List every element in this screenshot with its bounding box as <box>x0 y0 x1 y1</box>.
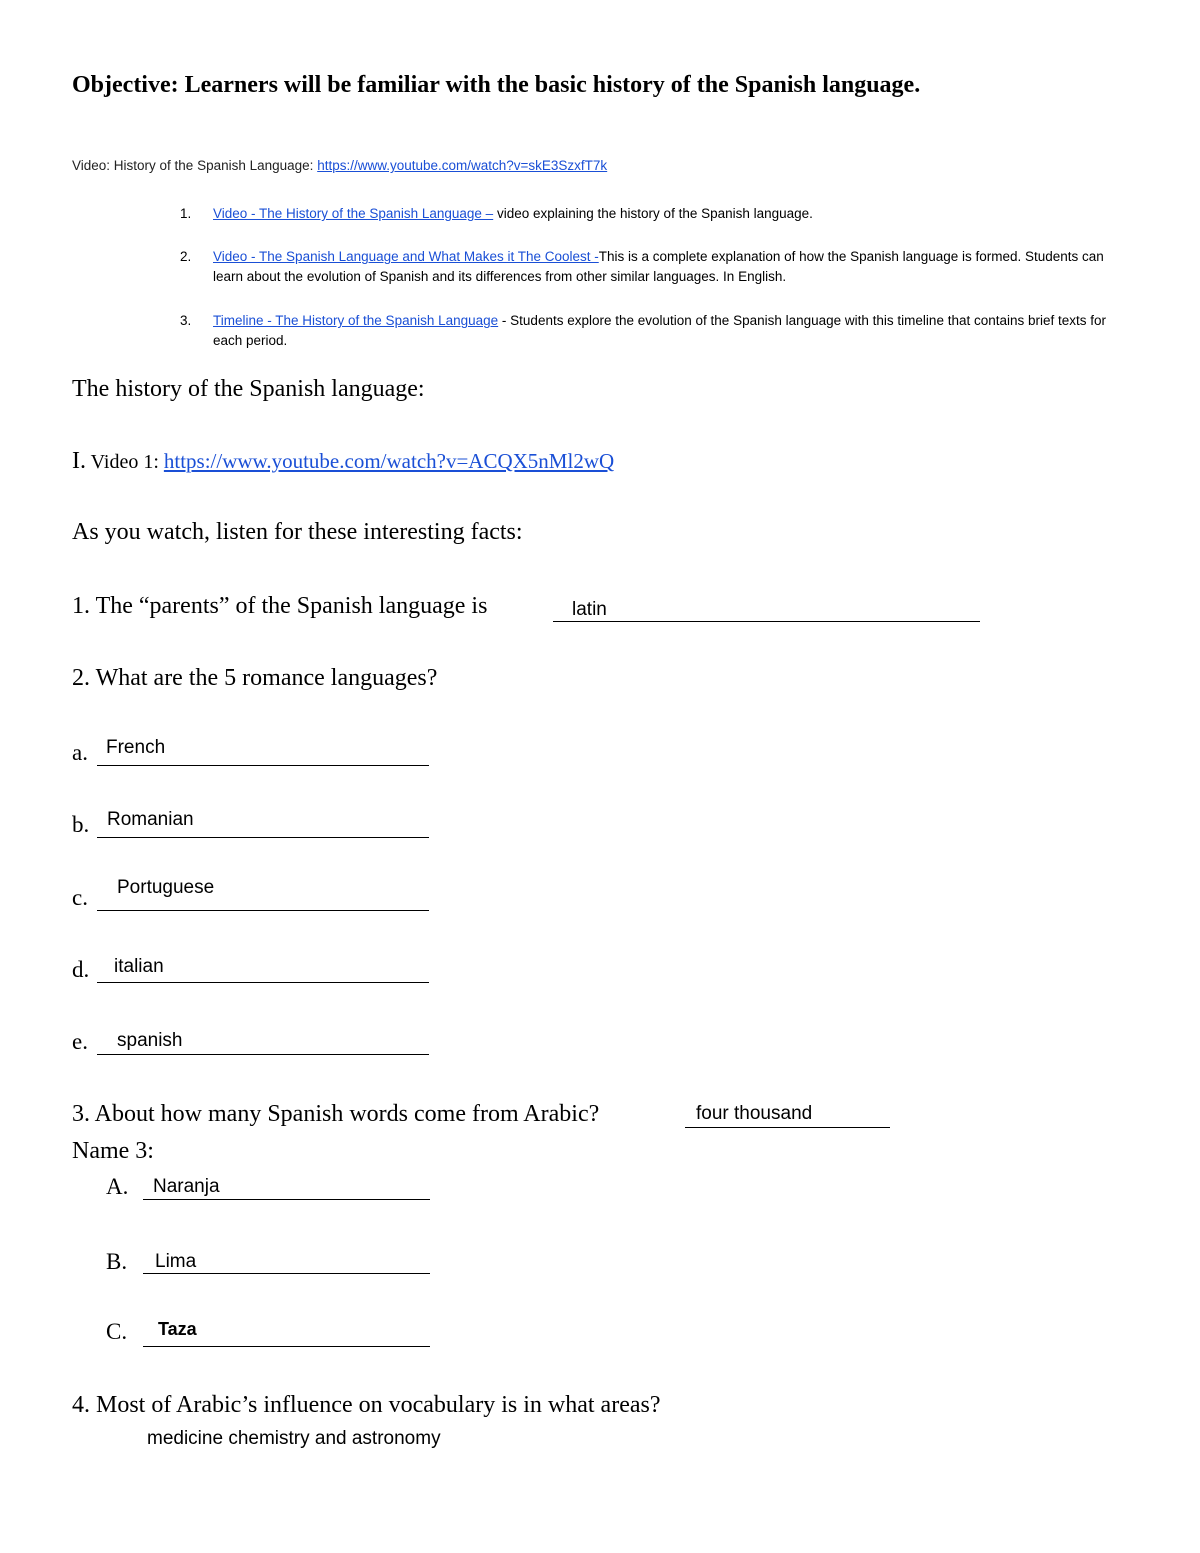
video-1-line <box>72 448 614 475</box>
arabic-word-b-text: Lima <box>155 1251 197 1272</box>
answer-letter: e. <box>72 1029 88 1054</box>
watch-prompt: As you watch, listen for these interesting facts: <box>72 519 523 545</box>
answer-e-text: spanish <box>117 1030 183 1051</box>
section-title: The history of the Spanish language: <box>72 376 425 402</box>
question-2: 2. What are the 5 romance languages? <box>72 665 438 691</box>
answer-b-blank[interactable] <box>97 837 429 838</box>
arabic-word-letter: C. <box>106 1319 128 1344</box>
resource-description: This is a complete explanation of how the Spanish language is formed. Students can learn about the evolution of Spanish and its differences from other similar languages. In English. <box>213 249 1104 284</box>
answer-c-blank[interactable] <box>97 910 429 911</box>
question-4: 4. Most of Arabic’s influence on vocabulary is in what areas? <box>72 1392 661 1418</box>
video-url-link[interactable]: https://www.youtube.com/watch?v=skE3SzxfT7k <box>317 158 608 173</box>
resource-number: 3. <box>180 313 192 328</box>
video-label: Video: History of the Spanish Language: <box>72 158 314 173</box>
video-1-link[interactable]: https://www.youtube.com/watch?v=ACQX5nMl2wQ <box>163 449 615 473</box>
answer-letter: d. <box>72 957 90 982</box>
arabic-word-a-blank[interactable] <box>143 1199 430 1200</box>
answer-d-text: italian <box>114 956 164 977</box>
answer-c-text: Portuguese <box>117 877 215 898</box>
arabic-word-a-text: Naranja <box>153 1176 220 1197</box>
resource-description: video explaining the history of the Spanish language. <box>493 206 813 221</box>
video-reference-line <box>72 158 607 173</box>
answer-letter: b. <box>72 812 90 837</box>
answer-d-blank[interactable] <box>97 982 429 983</box>
objective-heading: Objective: Learners will be familiar with the basic history of the Spanish language. <box>72 72 921 98</box>
question-3-blank[interactable] <box>685 1127 890 1128</box>
arabic-word-letter: B. <box>106 1249 128 1274</box>
answer-a-blank[interactable] <box>97 765 429 766</box>
arabic-word-letter: A. <box>106 1174 129 1199</box>
arabic-word-b-blank[interactable] <box>143 1273 430 1274</box>
video-1-label: Video 1: <box>86 451 164 473</box>
resource-link-coolest-video[interactable]: Video - The Spanish Language and What Makes it The Coolest - <box>213 249 599 264</box>
question-1-answer: latin <box>572 599 607 620</box>
answer-e-blank[interactable] <box>97 1054 429 1055</box>
resource-link-history-video[interactable]: Video - The History of the Spanish Language – <box>213 206 494 221</box>
resource-description: - Students explore the evolution of the Spanish language with this timeline that contains brief texts for each period. <box>213 313 1107 348</box>
resource-link-timeline[interactable]: Timeline - The History of the Spanish Language <box>213 313 499 328</box>
name-3-label: Name 3: <box>72 1138 154 1164</box>
answer-letter: c. <box>72 885 88 910</box>
question-4-answer: medicine chemistry and astronomy <box>147 1428 441 1449</box>
resource-number: 1. <box>180 206 192 221</box>
roman-numeral: I. <box>72 448 86 474</box>
resource-number: 2. <box>180 249 192 264</box>
answer-a-text: French <box>106 737 166 758</box>
answer-b-text: Romanian <box>107 809 194 830</box>
arabic-word-c-blank[interactable] <box>143 1346 430 1347</box>
question-1: 1. The “parents” of the Spanish language is <box>72 593 488 619</box>
arabic-word-c-text: Taza <box>158 1319 197 1339</box>
question-3-answer: four thousand <box>696 1103 813 1124</box>
question-1-blank[interactable] <box>553 621 980 622</box>
question-3: 3. About how many Spanish words come from Arabic? <box>72 1101 600 1127</box>
answer-letter: a. <box>72 740 88 765</box>
